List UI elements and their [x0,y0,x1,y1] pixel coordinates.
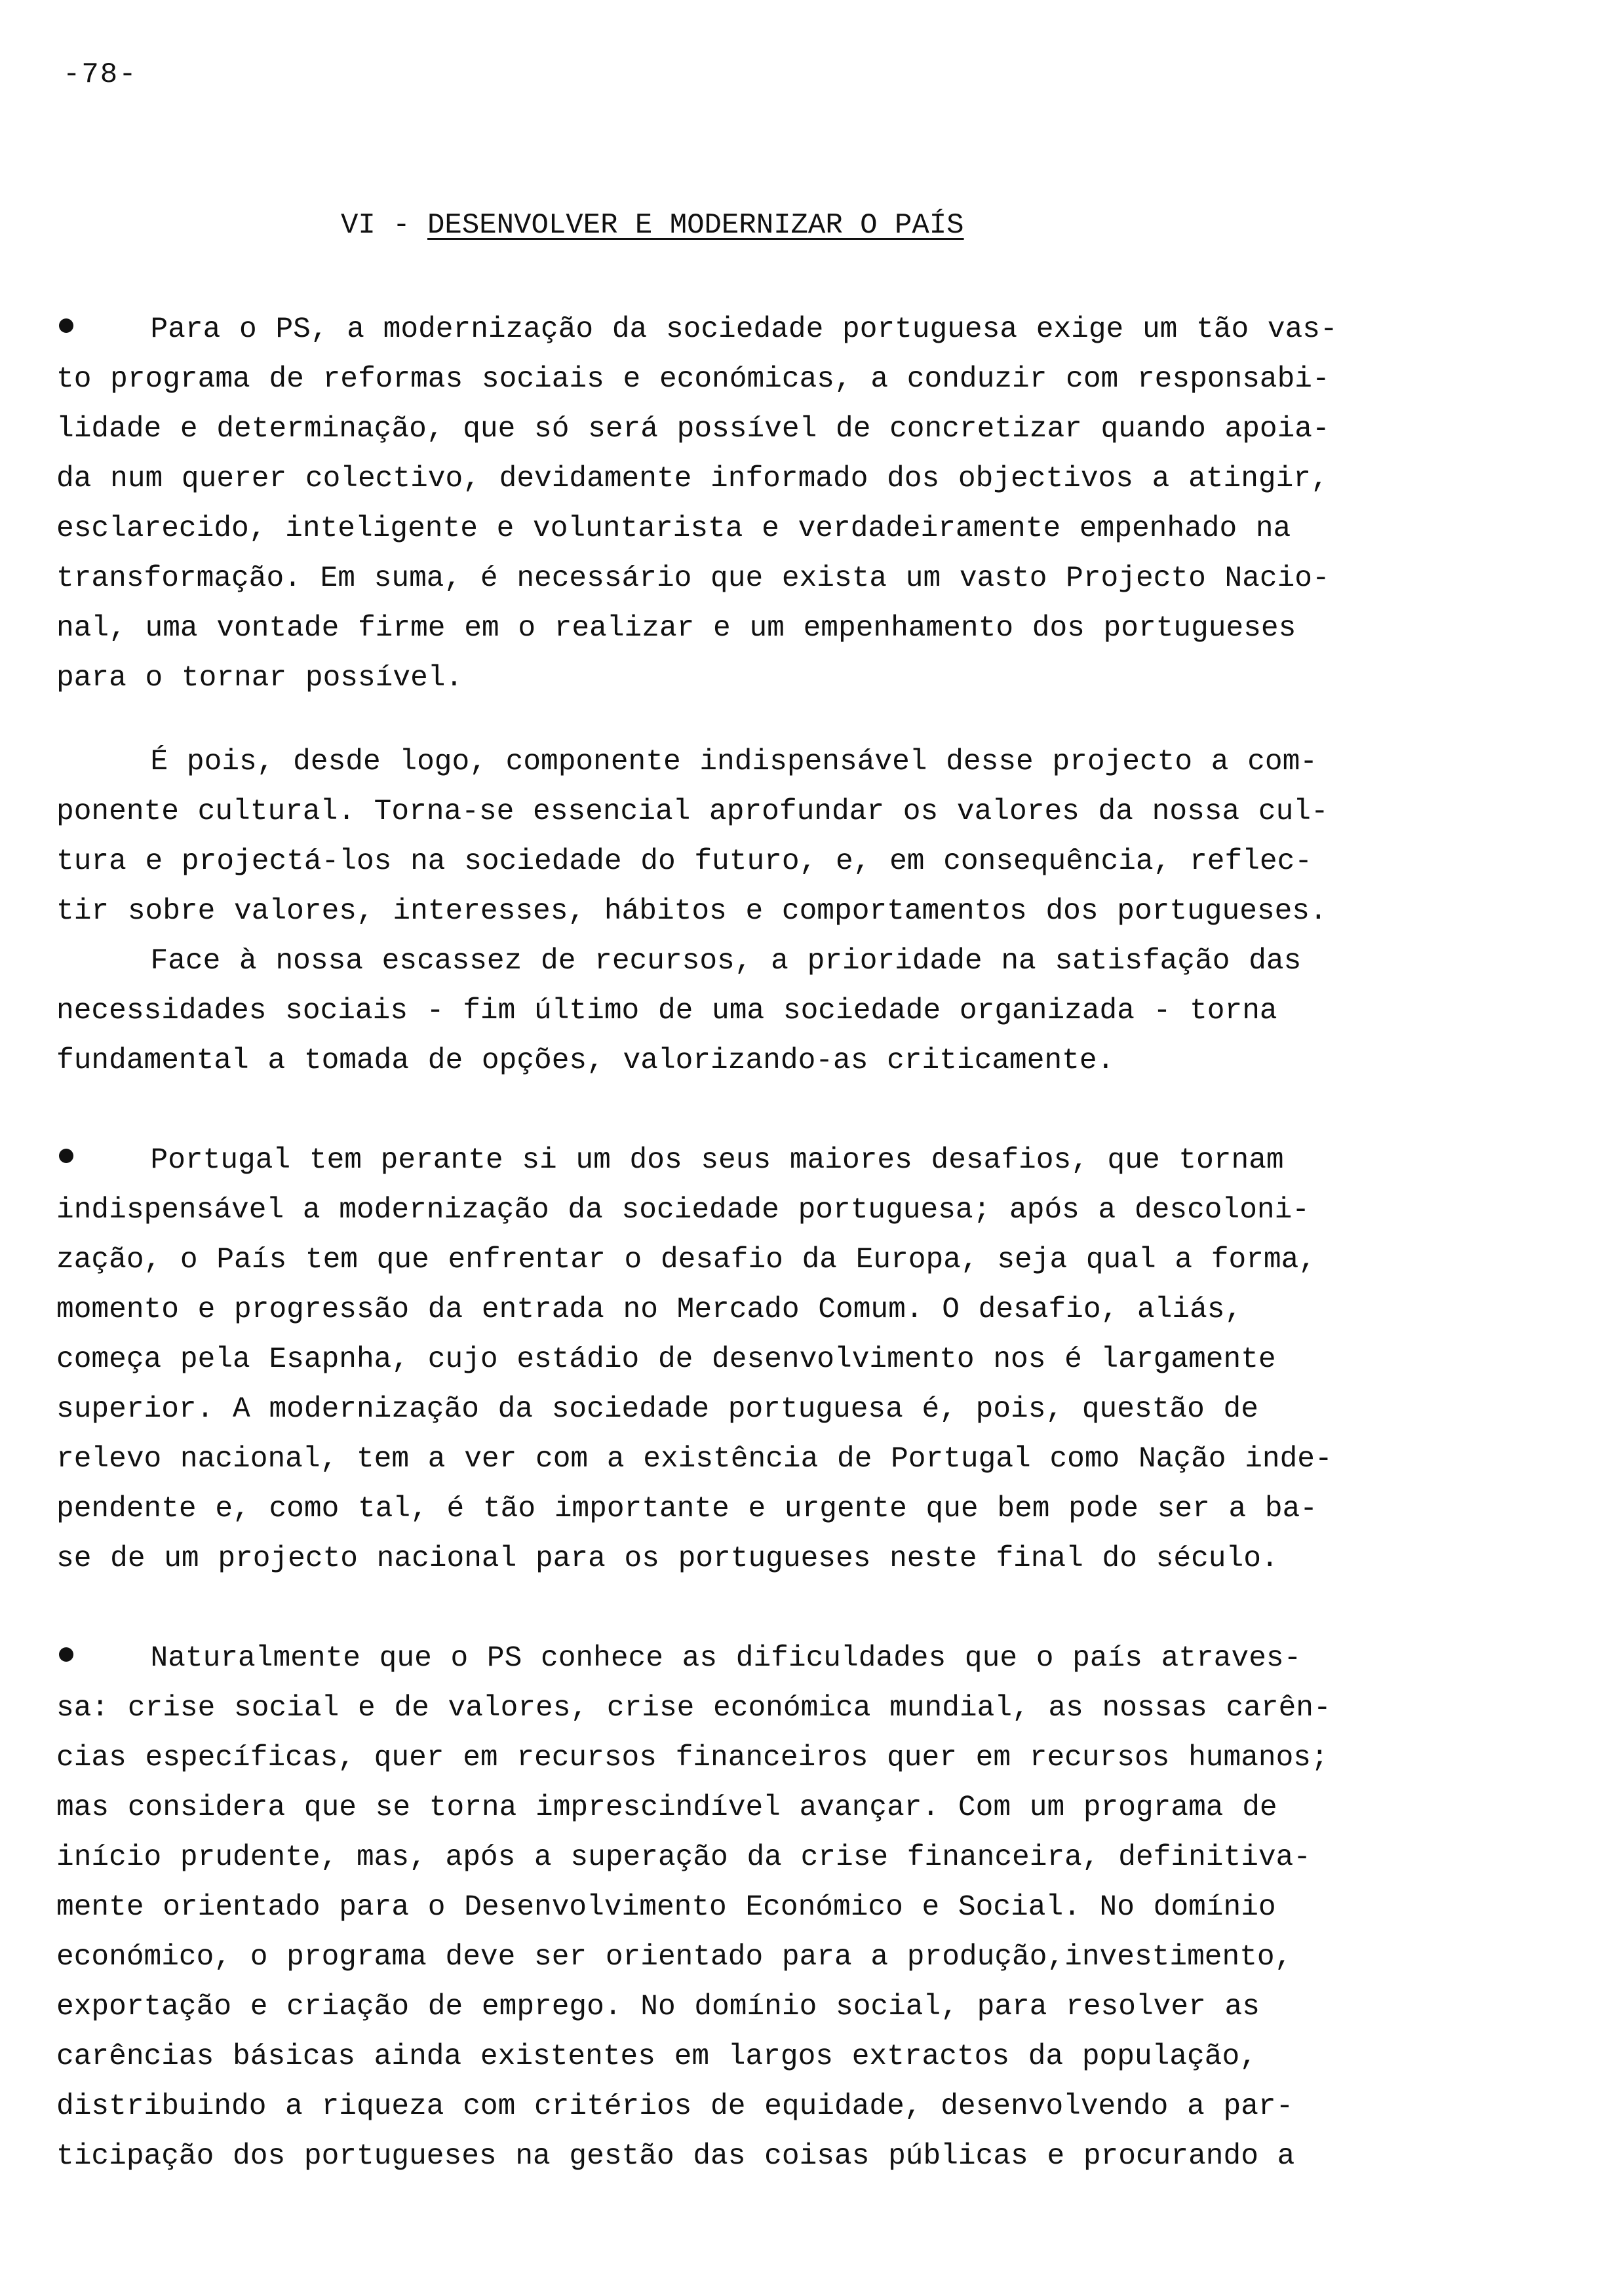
text-line: Portugal tem perante si um dos seus maiores desafios, que tornam [56,1144,1284,1177]
text-line: exportação e criação de emprego. No domínio social, para resolver as [56,1991,1260,2023]
text-line: tir sobre valores, interesses, hábitos e comportamentos dos portugueses. [56,895,1327,928]
text-line: mente orientado para o Desenvolvimento Económico e Social. No domínio [56,1891,1276,1924]
text-line: início prudente, mas, após a superação da crise financeira, definitiva- [56,1841,1312,1874]
text-line: ticipação dos portugueses na gestão das coisas públicas e procurando a [56,2140,1295,2173]
text-line: lidade e determinação, que só será possível de concretizar quando apoia- [56,413,1330,446]
text-line: da num querer colectivo, devidamente informado dos objectivos a atingir, [56,463,1329,495]
text-line: tura e projectá-los na sociedade do futuro, e, em consequência, reflec- [56,845,1313,878]
text-line: começa pela Esapnha, cujo estádio de desenvolvimento nos é largamente [56,1343,1276,1376]
text-line: Para o PS, a modernização da sociedade portuguesa exige um tão vas- [56,313,1338,346]
text-line: cias específicas, quer em recursos financeiros quer em recursos humanos; [56,1742,1329,1774]
text-line: carências básicas ainda existentes em largos extractos da população, [56,2040,1257,2073]
text-line: pendente e, como tal, é tão importante e urgente que bem pode ser a ba- [56,1493,1318,1525]
text-line: Face à nossa escassez de recursos, a prioridade na satisfação das [56,945,1302,978]
section-number: VI - [341,209,410,242]
text-line: superior. A modernização da sociedade portuguesa é, pois, questão de [56,1393,1258,1426]
text-line: Naturalmente que o PS conhece as dificuldades que o país atraves- [56,1642,1302,1675]
text-line: mas considera que se torna imprescindível avançar. Com um programa de [56,1791,1277,1824]
paragraph-4 [56,1634,1498,2181]
text-line: económico, o programa deve ser orientado para a produção,investimento, [56,1941,1293,1974]
text-line: momento e progressão da entrada no Mercado Comum. O desafio, aliás, [56,1293,1243,1326]
paragraph-1 [56,305,1498,703]
text-line: nal, uma vontade firme em o realizar e um empenhamento dos portugueses [56,612,1296,645]
text-line: É pois, desde logo, componente indispensável desse projecto a com- [56,746,1318,778]
text-line: necessidades sociais - fim último de uma sociedade organizada - torna [56,995,1277,1027]
paragraph-2 [56,737,1498,1086]
text-line: relevo nacional, tem a ver com a existência de Portugal como Nação inde- [56,1443,1333,1476]
text-line: fundamental a tomada de opções, valorizando-as criticamente. [56,1044,1115,1077]
text-line: to programa de reformas sociais e económicas, a conduzir com responsabi- [56,363,1330,396]
section-title [341,211,964,240]
text-line: esclarecido, inteligente e voluntarista e verdadeiramente empenhado na [56,512,1291,545]
section-title-text: DESENVOLVER E MODERNIZAR O PAÍS [427,209,964,242]
text-line: transformação. Em suma, é necessário que exista um vasto Projecto Nacio- [56,562,1330,595]
paragraph-3 [56,1136,1498,1584]
page-number: -78- [63,58,138,91]
text-line: distribuindo a riqueza com critérios de equidade, desenvolvendo a par- [56,2090,1294,2123]
text-line: para o tornar possível. [56,662,463,695]
text-line: se de um projecto nacional para os portugueses neste final do século. [56,1542,1279,1575]
text-line: zação, o País tem que enfrentar o desafio da Europa, seja qual a forma, [56,1244,1317,1276]
text-line: indispensável a modernização da sociedade portuguesa; após a descoloni- [56,1194,1310,1227]
text-line: ponente cultural. Torna-se essencial aprofundar os valores da nossa cul- [56,795,1329,828]
text-line: sa: crise social e de valores, crise económica mundial, as nossas carên- [56,1692,1331,1725]
